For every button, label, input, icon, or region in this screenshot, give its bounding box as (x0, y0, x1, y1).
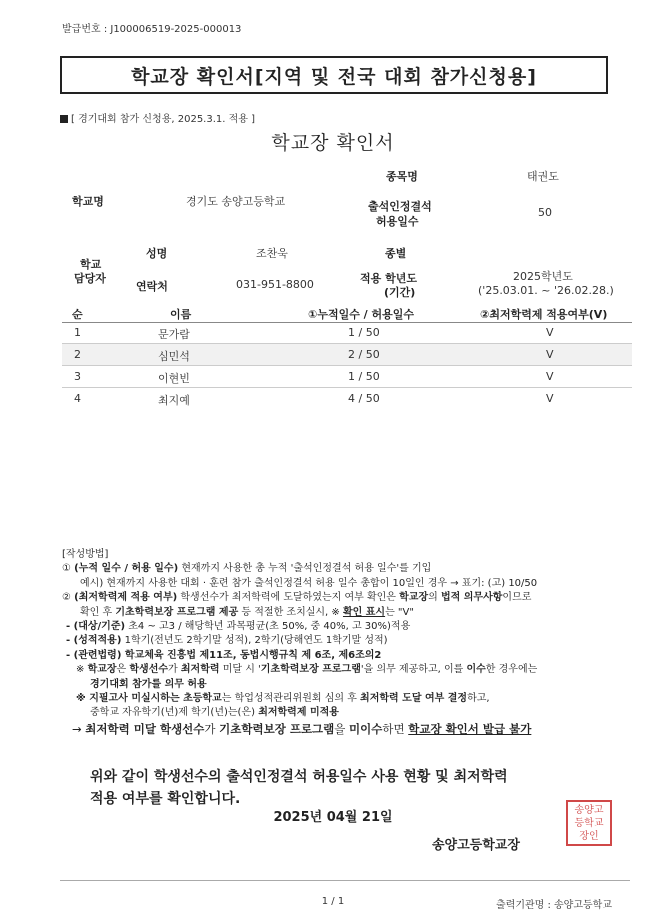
row-no: 1 (74, 326, 81, 339)
document-title: 학교장 확인서 (271, 132, 395, 154)
square-bullet-icon (60, 115, 68, 123)
note-1-example: 예시) 현재까지 사용한 대회 · 훈련 참가 출석인정결석 허용 일수 총합이 10일인 경우 → 표기: (고) 10/50 (80, 577, 538, 589)
contact-value: 031-951-8800 (236, 278, 314, 291)
output-organization: 출력기관명 : 송양고등학교 (496, 900, 612, 911)
instructions (62, 548, 632, 738)
days-label-1: 출석인정결석 (368, 200, 432, 213)
note-middle-school: 중학교 자유학기(년)제 학기(년)는(은) 최저학력제 미적용 (90, 707, 339, 719)
row-name: 이현빈 (158, 372, 190, 385)
row-check: V (546, 392, 554, 405)
header-name: 이름 (170, 308, 192, 321)
header-check: ②최저학력제 적용여부(V) (480, 308, 608, 321)
table-row (62, 344, 632, 366)
note-principal-duty-2: 경기대회 참가를 의무 허용 (90, 678, 207, 690)
name-value: 조찬욱 (256, 247, 288, 260)
seal-text: 송양고등학교장인 (574, 805, 604, 842)
year-label-2: (기간) (384, 286, 416, 299)
page-number: 1 / 1 (321, 896, 345, 907)
note-principal-duty: ※ 학교장은 학생선수가 최저학력 미달 시 '기초학력보장 프로그램'을 의무 제공하고, 이를 이수한 경우에는 (76, 664, 538, 676)
row-days: 4 / 50 (348, 392, 380, 405)
header-no: 순 (72, 308, 83, 321)
note-law: - (관련법령) 학교체육 진흥법 제11조, 동법시행규칙 제 6조, 제6조의2 (66, 649, 382, 661)
table-header (62, 304, 632, 322)
issue-number: 발급번호 : J100006519-2025-000013 (62, 24, 242, 35)
school-value: 경기도 송양고등학교 (186, 195, 286, 208)
row-name: 문가람 (158, 328, 190, 341)
statement-line-2: 적용 여부를 확인합니다. (90, 791, 241, 807)
statement-line-1: 위와 같이 학생선수의 출석인정결석 허용일수 사용 현황 및 최저학력 (90, 769, 508, 785)
note-2-line-2: 확인 후 기초학력보장 프로그램 제공 등 적절한 조치실시, ※ 확인 표시는 "V" (80, 606, 414, 618)
note-2: ② (최저학력제 적용 여부) 학생선수가 최저학력에 도달하였는지 여부 확인은 학교장의 법적 의무사항이므로 (62, 592, 532, 604)
note-warning: → 최저학력 미달 학생선수가 기초학력보장 프로그램을 미이수하면 학교장 확인서 발급 불가 (72, 721, 532, 736)
confirmation-statement (90, 766, 508, 810)
sport-value: 태권도 (527, 170, 559, 183)
subhead-text: [ 경기대회 참가 신청용, 2025.3.1. 적용 ] (71, 114, 256, 125)
row-days: 2 / 50 (348, 348, 380, 361)
row-check: V (546, 326, 554, 339)
name-label: 성명 (146, 247, 168, 260)
days-value: 50 (538, 206, 552, 219)
official-seal-icon (566, 800, 612, 846)
principal-name: 송양고등학교장 (432, 838, 520, 853)
officer-label-1: 학교 (80, 258, 102, 271)
year-label-1: 적용 학년도 (360, 272, 417, 285)
note-grade: - (성적적용) 1학기(전년도 2학기말 성적), 2학기(당해연도 1학기말 성적) (66, 635, 388, 647)
note-target: - (대상/기준) 초4 ~ 고3 / 해당학년 과목평균(초 50%, 중 40%, 고 30%)적용 (66, 621, 411, 633)
row-name: 최지예 (158, 394, 190, 407)
notes-heading: [작성방법] (62, 549, 109, 560)
row-name: 심민석 (158, 350, 190, 363)
subhead (60, 110, 255, 125)
row-check: V (546, 348, 554, 361)
officer-label-2: 담당자 (74, 272, 106, 285)
row-no: 4 (74, 392, 81, 405)
note-1: ① (누적 일수 / 허용 일수) 현재까지 사용한 총 누적 '출석인정결석 허용 일수'를 기입 (62, 563, 432, 575)
table-row (62, 366, 632, 388)
school-label: 학교명 (72, 195, 104, 208)
class-label: 종별 (385, 247, 407, 260)
banner-title: 학교장 확인서[지역 및 전국 대회 참가신청용] (60, 56, 608, 94)
row-check: V (546, 370, 554, 383)
table-row (62, 322, 632, 344)
issue-date: 2025년 04월 21일 (273, 810, 393, 825)
row-days: 1 / 50 (348, 370, 380, 383)
note-elementary: ※ 지필고사 미실시하는 초등학교는 학업성적관리위원회 심의 후 최저학력 도달 여부 결정하고, (76, 693, 490, 705)
row-no: 2 (74, 348, 81, 361)
sport-label: 종목명 (386, 170, 418, 183)
footer-divider (60, 880, 630, 881)
header-days: ①누적일수 / 허용일수 (308, 308, 414, 321)
table-row (62, 388, 632, 410)
year-value-1: 2025학년도 (513, 270, 573, 283)
row-no: 3 (74, 370, 81, 383)
row-days: 1 / 50 (348, 326, 380, 339)
year-value-2: ('25.03.01. ~ '26.02.28.) (478, 284, 614, 297)
contact-label: 연락처 (136, 280, 168, 293)
days-label-2: 허용일수 (376, 215, 419, 228)
